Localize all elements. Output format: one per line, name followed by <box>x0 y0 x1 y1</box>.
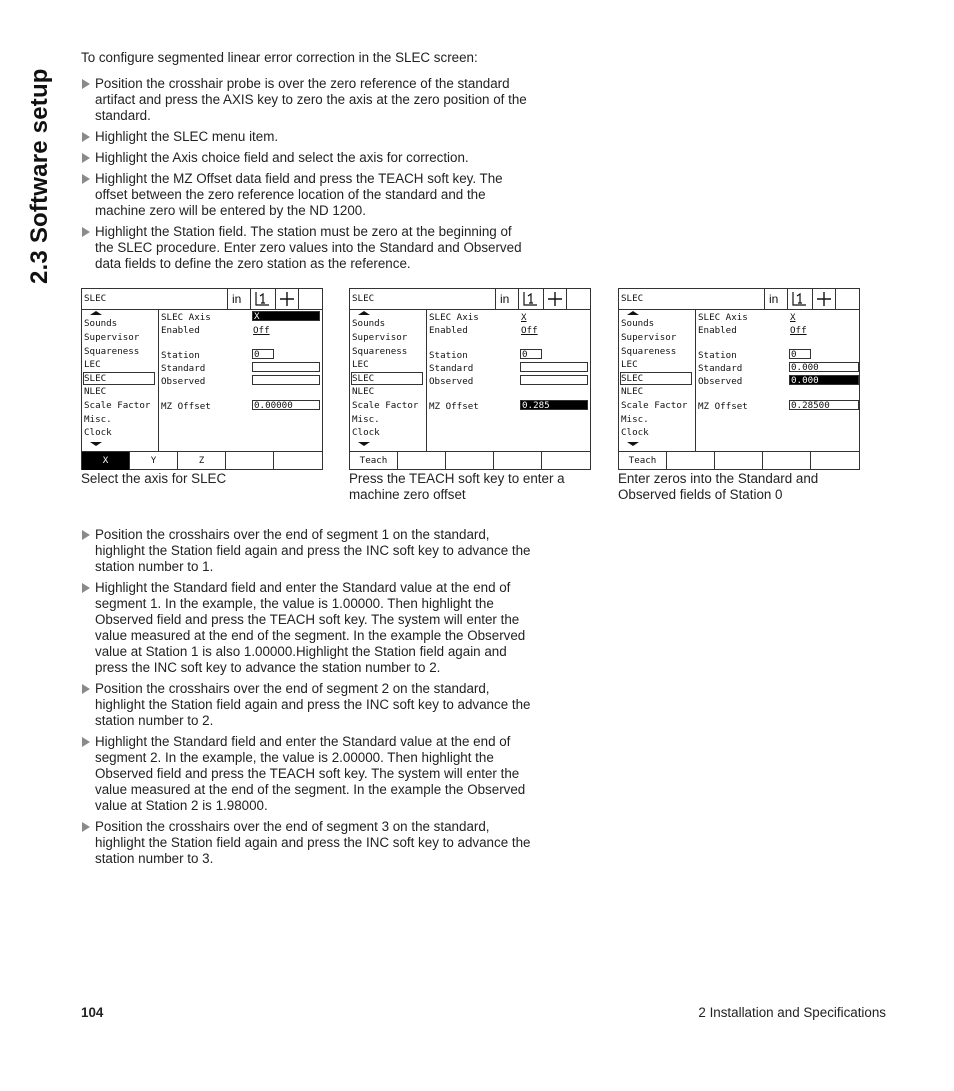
step-text: Position the crosshairs over the end of segment 2 on the standard, highlight the Station field again and press the INC soft key to advance the station number to 2. <box>95 681 531 728</box>
side-chapter-title-text: 2.3 Software setup <box>26 68 53 284</box>
scroll-down-icon[interactable] <box>625 441 641 447</box>
menu-item-scale-factor[interactable]: Scale Factor <box>84 400 151 411</box>
enabled-label: Enabled <box>161 325 200 336</box>
unit-label: in <box>769 292 779 306</box>
steps-list-bottom <box>81 527 531 872</box>
softkey-5[interactable] <box>542 452 590 470</box>
softkey-3[interactable] <box>715 452 763 470</box>
bullet-triangle-icon <box>82 132 90 142</box>
standard-field[interactable] <box>520 362 588 372</box>
menu-item-supervisor[interactable]: Supervisor <box>621 332 677 343</box>
menu-item-slec[interactable]: SLEC <box>352 373 422 384</box>
mz-offset-field[interactable]: 0.00000 <box>252 400 320 410</box>
mz-offset-label: MZ Offset <box>161 401 211 412</box>
header-blank-key[interactable] <box>835 289 860 309</box>
mz-offset-label: MZ Offset <box>698 401 748 412</box>
station-field[interactable]: 0 <box>789 349 811 359</box>
screen-header <box>82 289 322 310</box>
settings-menu <box>619 310 696 451</box>
crosshair-key[interactable] <box>275 289 298 309</box>
menu-item-scale-factor[interactable]: Scale Factor <box>621 400 688 411</box>
menu-item-clock[interactable]: Clock <box>84 427 112 438</box>
crosshair-key[interactable] <box>543 289 566 309</box>
menu-item-sounds[interactable]: Sounds <box>84 318 118 329</box>
softkey-x[interactable]: X <box>82 452 130 470</box>
menu-item-clock[interactable]: Clock <box>352 427 380 438</box>
bullet-triangle-icon <box>82 227 90 237</box>
slec-axis-label: SLEC Axis <box>698 312 748 323</box>
menu-item-nlec[interactable]: NLEC <box>84 386 107 397</box>
mz-offset-label: MZ Offset <box>429 401 479 412</box>
observed-field[interactable]: 0.000 <box>789 375 859 385</box>
settings-menu <box>350 310 427 451</box>
standard-field[interactable] <box>252 362 320 372</box>
axis-choice-field[interactable]: X <box>521 312 527 323</box>
enabled-value[interactable]: Off <box>790 325 807 336</box>
menu-item-misc[interactable]: Misc. <box>352 414 380 425</box>
menu-item-squareness[interactable]: Squareness <box>621 346 677 357</box>
step-item <box>81 224 531 272</box>
step-text: Highlight the Axis choice field and select the axis for correction. <box>95 150 469 165</box>
bullet-triangle-icon <box>82 153 90 163</box>
menu-item-supervisor[interactable]: Supervisor <box>84 332 140 343</box>
slec-axis-label: SLEC Axis <box>429 312 479 323</box>
station-field[interactable]: 0 <box>252 349 274 359</box>
bullet-triangle-icon <box>82 530 90 540</box>
menu-item-lec[interactable]: LEC <box>84 359 101 370</box>
observed-label: Observed <box>429 376 474 387</box>
step-text: Position the crosshairs over the end of segment 1 on the standard, highlight the Station field again and press the INC soft key to advance the station number to 1. <box>95 527 531 574</box>
step-text: Highlight the SLEC menu item. <box>95 129 279 144</box>
menu-item-slec[interactable]: SLEC <box>84 373 154 384</box>
menu-item-nlec[interactable]: NLEC <box>352 386 375 397</box>
screen-title: SLEC <box>621 293 644 304</box>
menu-item-lec[interactable]: LEC <box>352 359 369 370</box>
menu-item-sounds[interactable]: Sounds <box>621 318 655 329</box>
step-item <box>81 527 531 575</box>
softkey-bar <box>350 451 590 470</box>
step-text: Highlight the MZ Offset data field and press the TEACH soft key. The offset between the zero reference location of the standard and the machine zero will be entered by the ND 1200. <box>95 171 503 218</box>
step-item <box>81 171 531 219</box>
slec-screen-1 <box>81 288 323 470</box>
step-text: Highlight the Standard field and enter the Standard value at the end of segment 2. In the example, the value is 2.00000. Then highlight the Observed field and press the TEACH soft key. The system will enter the value measured at the end of the segment. In the example the Observed value at Station 2 is 1.98000. <box>95 734 526 813</box>
station-label: Station <box>429 350 468 361</box>
bullet-triangle-icon <box>82 79 90 89</box>
crosshair-key[interactable] <box>812 289 835 309</box>
step-text: Position the crosshairs over the end of segment 3 on the standard, highlight the Station field again and press the INC soft key to advance the station number to 3. <box>95 819 531 866</box>
standard-label: Standard <box>429 363 474 374</box>
observed-label: Observed <box>698 376 743 387</box>
softkey-teach[interactable]: Teach <box>619 452 667 470</box>
menu-item-sounds[interactable]: Sounds <box>352 318 386 329</box>
mz-offset-field[interactable]: 0.285 <box>520 400 588 410</box>
bullet-triangle-icon <box>82 737 90 747</box>
enabled-label: Enabled <box>429 325 468 336</box>
menu-item-clock[interactable]: Clock <box>621 427 649 438</box>
page-number: 104 <box>81 1005 104 1020</box>
menu-item-squareness[interactable]: Squareness <box>84 346 140 357</box>
softkey-3[interactable] <box>446 452 494 470</box>
softkey-4[interactable] <box>763 452 811 470</box>
crosshair-icon <box>813 289 835 309</box>
bullet-triangle-icon <box>82 684 90 694</box>
footer-chapter: 2 Installation and Specifications <box>698 1005 886 1020</box>
menu-item-squareness[interactable]: Squareness <box>352 346 408 357</box>
bullet-triangle-icon <box>82 583 90 593</box>
step-item <box>81 681 531 729</box>
step-item <box>81 734 531 814</box>
menu-item-scale-factor[interactable]: Scale Factor <box>352 400 419 411</box>
scroll-up-icon[interactable] <box>625 310 641 316</box>
axis-choice-field[interactable]: X <box>790 312 796 323</box>
observed-field[interactable] <box>252 375 320 385</box>
bullet-triangle-icon <box>82 822 90 832</box>
menu-item-slec[interactable]: SLEC <box>621 373 691 384</box>
side-chapter-title <box>26 52 58 284</box>
softkey-bar <box>82 451 322 470</box>
datum-key[interactable] <box>518 289 543 309</box>
caption-screen-2: Press the TEACH soft key to enter a machine zero offset <box>349 471 565 502</box>
scroll-down-icon[interactable] <box>356 441 372 447</box>
scroll-down-icon[interactable] <box>88 441 104 447</box>
scroll-up-icon[interactable] <box>356 310 372 316</box>
enabled-label: Enabled <box>698 325 737 336</box>
steps-list-top <box>81 76 531 277</box>
standard-label: Standard <box>698 363 743 374</box>
softkey-5[interactable] <box>811 452 859 470</box>
datum-icon <box>251 289 273 309</box>
step-item <box>81 819 531 867</box>
datum-key[interactable] <box>250 289 275 309</box>
menu-item-supervisor[interactable]: Supervisor <box>352 332 408 343</box>
intro-text: To configure segmented linear error correction in the SLEC screen: <box>81 50 478 65</box>
datum-icon <box>519 289 541 309</box>
slec-screen-3 <box>618 288 860 470</box>
menu-item-lec[interactable]: LEC <box>621 359 638 370</box>
step-item <box>81 580 531 676</box>
standard-label: Standard <box>161 363 206 374</box>
enabled-value[interactable]: Off <box>521 325 538 336</box>
datum-key[interactable] <box>787 289 812 309</box>
station-label: Station <box>161 350 200 361</box>
softkey-4[interactable] <box>494 452 542 470</box>
datum-icon <box>788 289 810 309</box>
softkey-bar <box>619 451 859 470</box>
menu-item-misc[interactable]: Misc. <box>84 414 112 425</box>
step-text: Highlight the Station field. The station must be zero at the beginning of the SLEC procedure. Enter zero values into the Standard and Observed data fields to define the zero station as the reference. <box>95 224 522 271</box>
softkey-2[interactable] <box>398 452 446 470</box>
mz-offset-field[interactable]: 0.28500 <box>789 400 859 410</box>
screen-title: SLEC <box>84 293 107 304</box>
observed-label: Observed <box>161 376 206 387</box>
caption-screen-1: Select the axis for SLEC <box>81 471 227 486</box>
slec-axis-label: SLEC Axis <box>161 312 211 323</box>
softkey-2[interactable] <box>667 452 715 470</box>
station-field[interactable]: 0 <box>520 349 542 359</box>
softkey-teach[interactable]: Teach <box>350 452 398 470</box>
softkey-z[interactable]: Z <box>178 452 226 470</box>
softkey-4[interactable] <box>226 452 274 470</box>
observed-field[interactable] <box>520 375 588 385</box>
menu-item-nlec[interactable]: NLEC <box>621 386 644 397</box>
scroll-up-icon[interactable] <box>88 310 104 316</box>
crosshair-icon <box>276 289 298 309</box>
step-text: Highlight the Standard field and enter the Standard value at the end of segment 1. In the example, the value is 1.00000. Then highlight the Observed field and press the TEACH soft key. The system will enter the value measured at the end of the segment. In the example the Observed value at Station 1 is also 1.00000.Highlight the Station field again and press the INC soft key to advance the station number to 2. <box>95 580 526 675</box>
step-text: Position the crosshair probe is over the zero reference of the standard artifact and press the AXIS key to zero the axis at the zero position of the standard. <box>95 76 527 123</box>
menu-item-misc[interactable]: Misc. <box>621 414 649 425</box>
softkey-y[interactable]: Y <box>130 452 178 470</box>
softkey-5[interactable] <box>274 452 322 470</box>
slec-screen-2 <box>349 288 591 470</box>
step-item <box>81 76 531 124</box>
step-item <box>81 129 531 145</box>
bullet-triangle-icon <box>82 174 90 184</box>
crosshair-icon <box>544 289 566 309</box>
enabled-value[interactable]: Off <box>253 325 270 336</box>
header-blank-key[interactable] <box>566 289 591 309</box>
station-label: Station <box>698 350 737 361</box>
caption-screen-3: Enter zeros into the Standard and Observed fields of Station 0 <box>618 471 819 502</box>
standard-field[interactable]: 0.000 <box>789 362 859 372</box>
unit-label: in <box>232 292 242 306</box>
axis-choice-field[interactable]: X <box>252 311 320 321</box>
settings-menu <box>82 310 159 451</box>
screen-title: SLEC <box>352 293 375 304</box>
unit-label: in <box>500 292 510 306</box>
header-blank-key[interactable] <box>298 289 323 309</box>
screen-header <box>350 289 590 310</box>
step-item <box>81 150 531 166</box>
screen-header <box>619 289 859 310</box>
